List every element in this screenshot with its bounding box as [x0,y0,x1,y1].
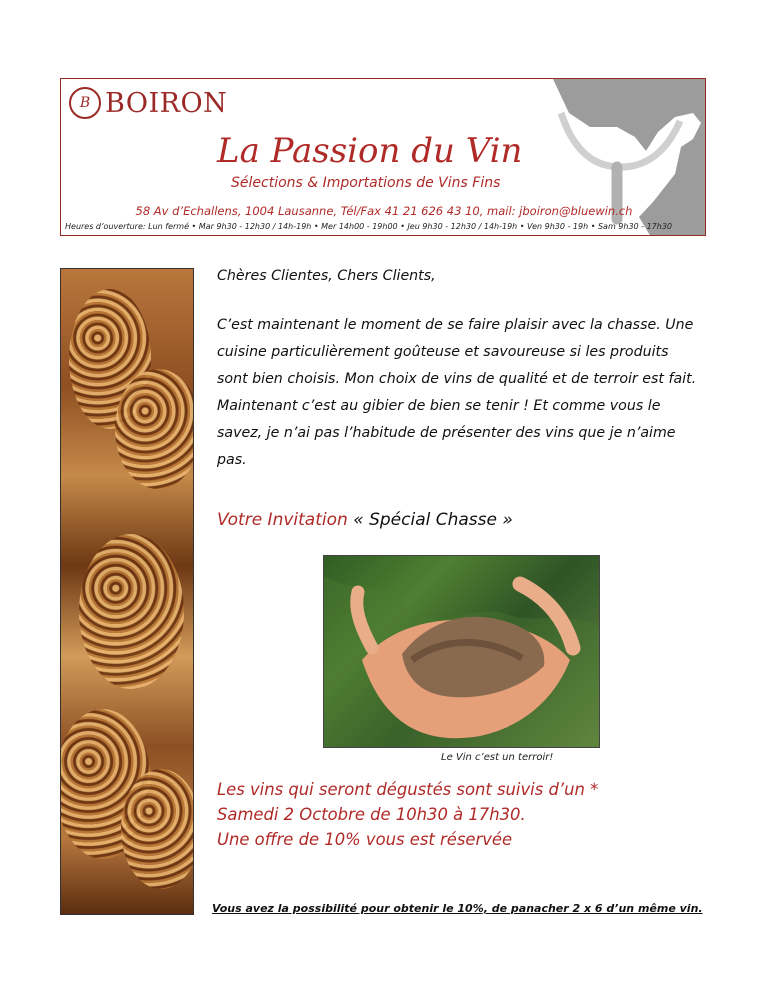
boiron-logo [69,87,227,119]
letter-body: C’est maintenant le moment de se faire plaisir avec la chasse. Une cuisine particulièrement goûteuse et savoureuse si les produits sont bien choisis. Mon choix de vins de qualité et de terroir est fait. Maintenant c’est au gibier de bien se tenir ! Et comme vous le savez, je n’ai pas l’habitude de présenter des vins que je n’aime pas. [217,317,697,468]
page-title: La Passion du Vin [217,131,523,171]
invitation-heading [217,510,513,530]
morel-cap [115,369,194,489]
soil-hands-illustration [324,556,600,748]
letter-greeting: Chères Clientes, Chers Clients, [217,268,436,284]
logo-mark-icon: B [69,87,101,119]
soil-in-hands-photo [323,555,600,748]
invitation-name: « Spécial Chasse » [353,510,513,530]
page-subtitle: Sélections & Importations de Vins Fins [231,175,501,191]
logo-text: BOIRON [105,87,228,119]
header-box [60,78,706,236]
event-line-3: Une offre de 10% vous est réservée [217,830,513,849]
morel-mushroom-image [60,268,194,915]
event-details [217,777,598,852]
morel-cap [79,534,184,689]
opening-hours: Heures d’ouverture: Lun fermé • Mar 9h30 - 12h30 / 14h-19h • Mer 14h00 - 19h00 • Jeu 9h30 - 12h30 / 14h-19h • Ven 9h30 - 19h • Sam 9h30 - 17h30 [65,222,673,231]
event-line-1: Les vins qui seront dégustés sont suivis d’un * [217,780,599,799]
photo-caption: Le Vin c’est un terroir! [441,752,554,763]
invitation-label: Votre Invitation [217,510,348,530]
store-address: 58 Av d’Echallens, 1004 Lausanne, Tél/Fax 41 21 626 43 10, mail: jboiron@bluewin.ch [135,204,633,218]
morel-cap [121,769,194,889]
event-line-2: Samedi 2 Octobre de 10h30 à 17h30. [217,805,526,824]
footer-note: Vous avez la possibilité pour obtenir le 10%, de panacher 2 x 6 d’un même vin. [212,902,703,915]
